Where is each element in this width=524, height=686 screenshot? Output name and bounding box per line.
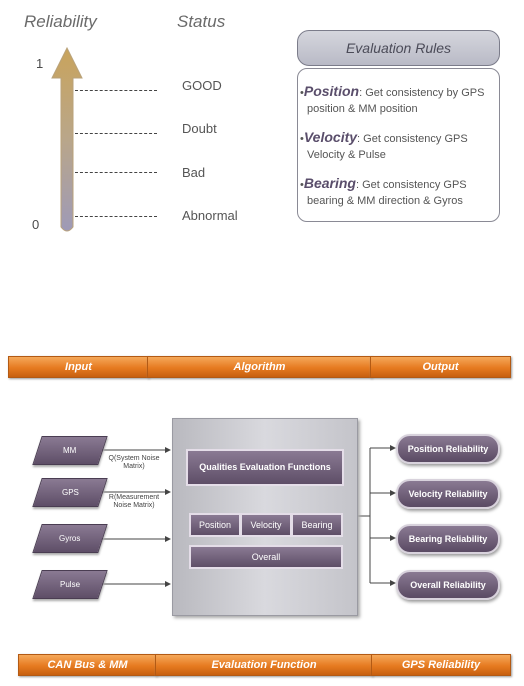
q-noise-note: Q(System Noise Matrix) <box>108 455 160 470</box>
rule-sep: : <box>357 133 361 145</box>
status-good: GOOD <box>182 78 222 93</box>
input-gps: GPS <box>32 478 107 507</box>
rule-line2: bearing & MM direction & Gyros <box>307 195 463 207</box>
rule-bearing <box>300 175 496 209</box>
sub-overall: Overall <box>189 545 343 569</box>
rule-key: Bearing <box>303 175 356 191</box>
sub-velocity: Velocity <box>240 513 292 537</box>
reliability-arrow <box>52 48 82 231</box>
reliability-header: Reliability <box>24 12 97 31</box>
output-bearing-reliability: Bearing Reliability <box>396 524 500 554</box>
status-bad: Bad <box>182 165 206 180</box>
r-noise-note: R(Measurement Noise Matrix) <box>108 494 160 509</box>
rule-velocity <box>300 129 496 163</box>
output-overall-reliability: Overall Reliability <box>396 570 500 600</box>
rule-line2: Velocity & Pulse <box>307 149 386 161</box>
rule-position <box>300 83 496 117</box>
bar-algorithm: Algorithm <box>147 356 372 378</box>
status-abnormal: Abnormal <box>182 208 238 223</box>
rule-key: Position <box>303 83 360 99</box>
rule-line2: position & MM position <box>307 103 418 115</box>
output-position-reliability: Position Reliability <box>396 434 500 464</box>
scale-max: 1 <box>36 56 44 71</box>
status-dash <box>75 216 157 217</box>
bullet-icon: • <box>300 179 304 191</box>
bar-input: Input <box>8 356 149 378</box>
evaluation-rules-title: Evaluation Rules <box>297 30 500 66</box>
status-dash <box>75 133 157 134</box>
status-doubt: Doubt <box>182 121 217 136</box>
status-dash <box>75 172 157 173</box>
bar-output: Output <box>370 356 511 378</box>
bullet-icon: • <box>300 87 304 99</box>
rule-key: Velocity <box>303 129 358 145</box>
bar-gps-reliability: GPS Reliability <box>371 654 511 676</box>
status-dash <box>75 90 157 91</box>
output-velocity-reliability: Velocity Reliability <box>396 479 500 509</box>
rule-line1: Get consistency GPS <box>360 133 468 145</box>
rule-line1: Get consistency by GPS <box>362 87 485 99</box>
input-mm: MM <box>32 436 107 465</box>
sub-bearing: Bearing <box>291 513 343 537</box>
rule-sep: : <box>359 87 363 99</box>
bar-can-bus-mm: CAN Bus & MM <box>18 654 157 676</box>
bar-evaluation-function: Evaluation Function <box>155 654 373 676</box>
sub-position: Position <box>189 513 241 537</box>
rule-sep: : <box>355 179 360 191</box>
rule-line1: Get consistency GPS <box>359 179 467 191</box>
scale-min: 0 <box>32 217 40 232</box>
input-gyros: Gyros <box>32 524 107 553</box>
bullet-icon: • <box>300 133 304 145</box>
qualities-evaluation-functions: Qualities Evaluation Functions <box>186 449 344 486</box>
status-header: Status <box>177 12 226 31</box>
input-pulse: Pulse <box>32 570 107 599</box>
